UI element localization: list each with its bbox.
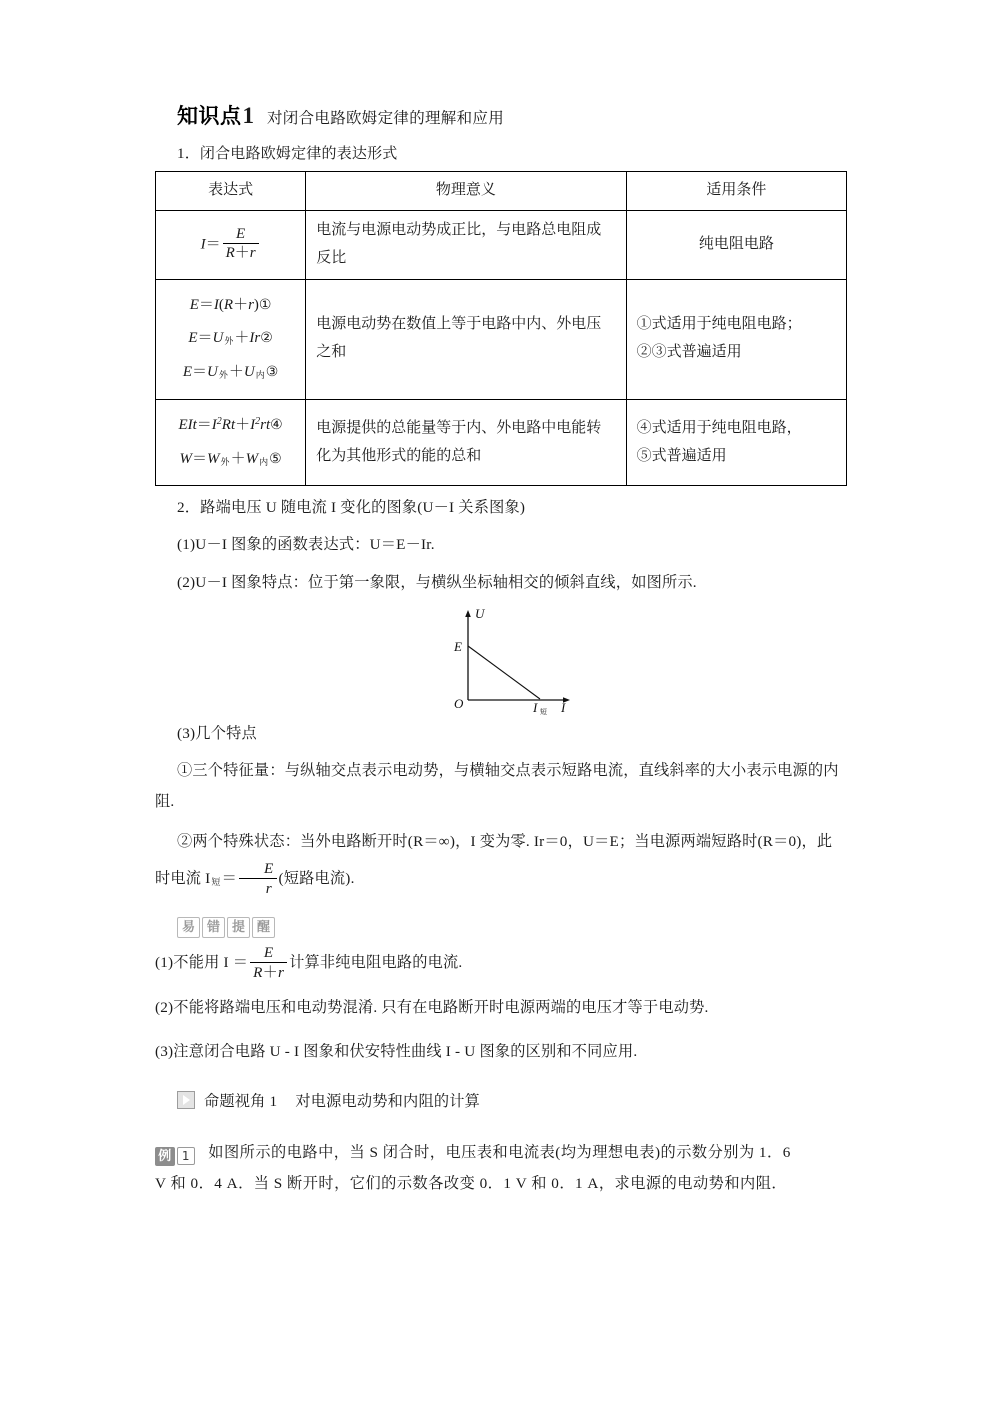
- tip-badge-char-4: 醒: [252, 917, 275, 938]
- ui-graph-figure: [430, 604, 580, 716]
- current-fraction: $\frac{E}{R+r}$: [250, 943, 287, 982]
- formula-cell-2: E＝I(R＋r)① $E=U_外+Ir②$ $E=U_外+U_内③$: [156, 279, 306, 399]
- section-2-item-3: (3)几个特点: [177, 724, 257, 742]
- perspective-title: 对电源电动势和内阻的计算: [295, 1092, 480, 1110]
- condition-cell-3: [626, 399, 846, 486]
- knowledge-point-heading: [155, 100, 847, 130]
- condition-cell-2: [626, 279, 846, 399]
- tip-badge-char-1: 易: [177, 917, 200, 938]
- section-1-label: 1．闭合电路欧姆定律的表达形式: [177, 146, 398, 162]
- example-tag-number: 1: [177, 1147, 195, 1165]
- section-2-item-1: (1)U－I 图象的函数表达式：U＝E－Ir.: [177, 536, 435, 554]
- tip-badge-char-3: 提: [227, 917, 250, 938]
- svg-text:E: E: [454, 638, 462, 654]
- example-tag-char: 例: [155, 1147, 175, 1166]
- feature-point-2-line-a: ②两个特殊状态：当外电路断开时(R＝∞)，I 变为零. Ir＝0，U＝E；当电源两端短路: [177, 833, 743, 851]
- perspective-row: [177, 1090, 847, 1111]
- svg-text:U: U: [475, 605, 485, 621]
- svg-text:O: O: [454, 695, 464, 711]
- example-line-2: V 和 0．4 A．当 S 断开时，它们的示数各改变 0．1 V 和 0．1 A，求电源的电动势和内阻．: [155, 1175, 788, 1193]
- section-2-item-2: (2)U－I 图象特点：位于第一象限，与横纵坐标轴相交的倾斜直线，如图所示.: [177, 573, 697, 591]
- table-row: [156, 211, 847, 280]
- condition-line-1: ④式适用于纯电阻电路，: [636, 419, 802, 436]
- table-header-expression: 表达式: [156, 172, 306, 211]
- meaning-cell-2: 电源电动势在数值上等于电路中内、外电压之和: [306, 279, 626, 399]
- feature-point-1: ①三个特征量：与纵轴交点表示电动势，与横轴交点表示短路电流，直线斜率的大小表示电源的内阻.: [155, 761, 839, 811]
- table-header-condition: 适用条件: [626, 172, 846, 211]
- table-header-row: [156, 172, 847, 211]
- feature-point-2-line-b: 时(R＝0)，此时电流 I: [155, 833, 833, 888]
- formula-cell-1: I＝ $\frac{E}{R+r}$: [156, 211, 306, 280]
- tip-item-3: (3)注意闭合电路 U - I 图象和伏安特性曲线 I - U 图象的区别和不同应用.: [155, 1042, 638, 1060]
- tip-badge: [177, 917, 847, 938]
- formula-cell-3: $EIt=I^2Rt+I^2rt④$ $W=W_外+W_内⑤$: [156, 399, 306, 486]
- table-row: [156, 279, 847, 399]
- section-2-label: 2．路端电压 U 随电流 I 变化的图象(U－I 关系图象): [177, 499, 526, 517]
- knowledge-point-title: 知识点: [177, 104, 242, 128]
- example-tag: [155, 1147, 195, 1166]
- formula-table: [155, 171, 847, 486]
- condition-cell-1: 纯电阻电路: [626, 211, 846, 280]
- triangle-right-icon: [177, 1091, 195, 1109]
- knowledge-point-number: 1: [242, 103, 254, 128]
- tip-item-2: (2)不能将路端电压和电动势混淆. 只有在电路断开时电源两端的电压才等于电动势.: [155, 999, 709, 1017]
- tip-item-1-suffix: 计算非纯电阻电路的电流.: [289, 954, 463, 972]
- ui-graph-svg: [430, 604, 580, 716]
- condition-line-1: ①式适用于纯电阻电路；: [636, 316, 802, 333]
- tip-badge-char-2: 错: [202, 917, 225, 938]
- svg-text:I: I: [533, 699, 538, 715]
- example-line-1: [155, 1137, 847, 1168]
- knowledge-point-subtitle: 对闭合电路欧姆定律的理解和应用: [267, 110, 505, 127]
- meaning-cell-3: 电源提供的总能量等于内、外电路中电能转化为其他形式的能的总和: [306, 399, 626, 486]
- tip-item-1-prefix: (1)不能用 I ＝: [155, 954, 249, 972]
- example-block: [155, 1137, 847, 1199]
- svg-text:I: I: [561, 699, 566, 715]
- meaning-cell-1: 电流与电源电动势成正比，与电路总电阻成反比: [306, 211, 626, 280]
- feature-point-2-line-c: (短路电流).: [278, 870, 355, 888]
- example-text-line-1: 如图所示的电路中，当 S 闭合时，电压表和电流表(均为理想电表)的示数分别为 1．6: [208, 1143, 791, 1161]
- svg-text:短: 短: [540, 707, 547, 716]
- condition-line-2: ②③式普遍适用: [636, 344, 742, 361]
- short-circuit-current-fraction: $\frac{E}{r}$: [239, 859, 276, 898]
- feature-point-2-subscript: 短: [211, 877, 221, 888]
- ui-graph-figure-wrapper: [155, 604, 847, 716]
- table-row: [156, 399, 847, 486]
- condition-line-2: ⑤式普遍适用: [636, 447, 727, 464]
- tip-item-1: [155, 944, 847, 983]
- table-header-meaning: 物理意义: [306, 172, 626, 211]
- perspective-label: 命题视角 1: [204, 1092, 278, 1110]
- feature-point-2: ②两个特殊状态：当外电路断开时(R＝∞)，I 变为零. Ir＝0，U＝E；当电源两端短路时(R＝0)，此时电流 $I_短=$ $\frac{E}{r}$ (短路电流).: [155, 833, 833, 898]
- page-content: [155, 100, 847, 1199]
